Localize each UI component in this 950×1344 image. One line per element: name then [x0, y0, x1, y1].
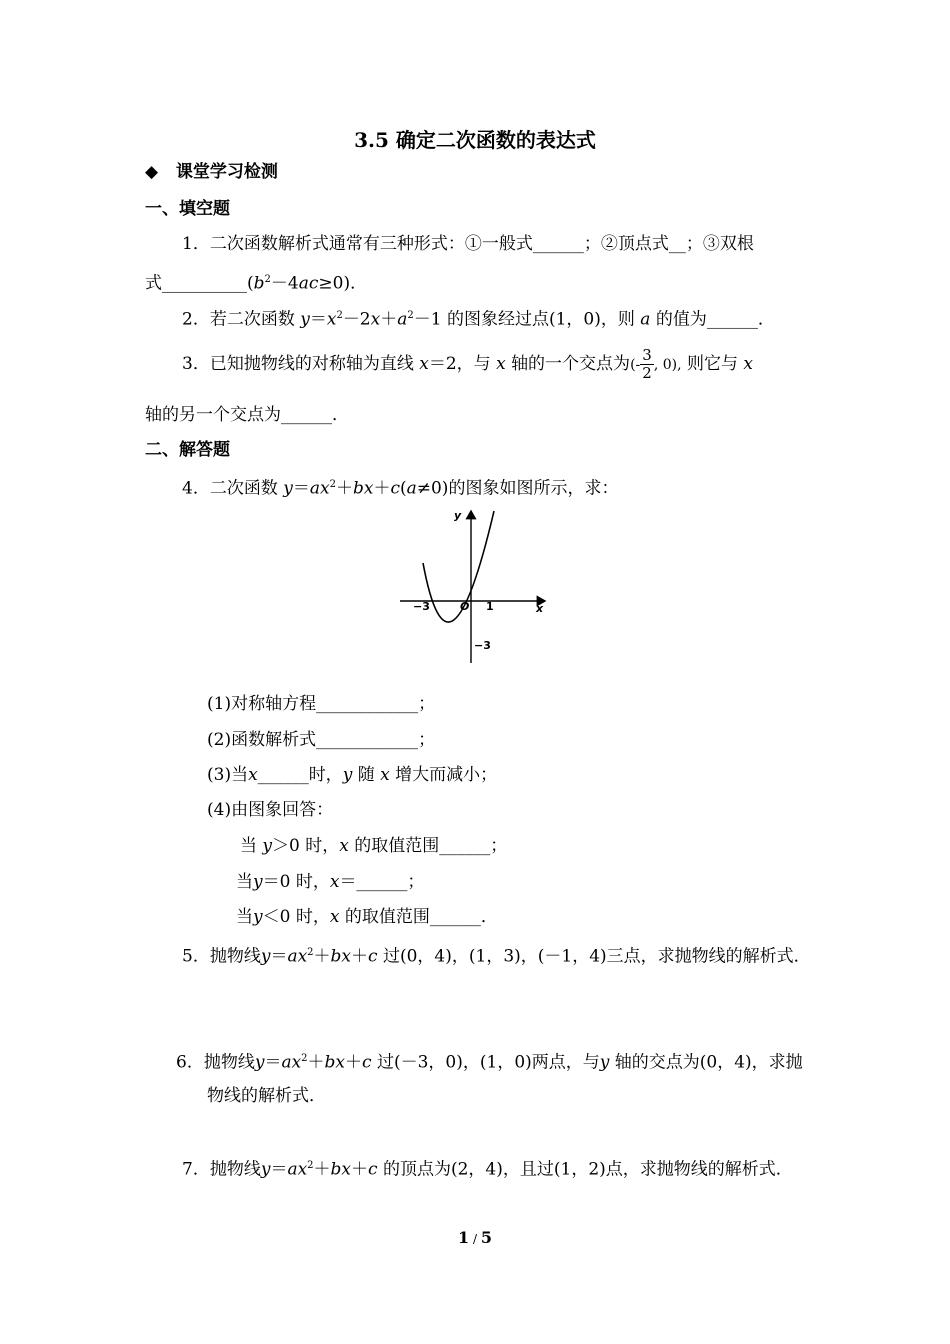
- question-6-line-1: 6．抛物线$y=ax^2+bx+c$ 过(－3，0)，(1，0)两点，与y 轴的交点为(0，4)，求抛: [176, 1052, 803, 1073]
- question-6-line-2: 物线的解析式．: [207, 1086, 326, 1106]
- question-2: 2．若二次函数 $y=x^2-2x+a^2-1$ 的图象经过点(1，0)，则 a 的值为______．: [182, 309, 775, 330]
- y-axis-label: y: [454, 509, 462, 522]
- page-title: 3.5 确定二次函数的表达式: [354, 128, 596, 152]
- question-4-case-zero: 当y＝0 时，x＝______；: [236, 872, 425, 892]
- question-1-line-1: 1．二次函数解析式通常有三种形式：①一般式______；②顶点式__；③双根: [182, 234, 754, 254]
- question-3-line-2: 轴的另一个交点为______．: [145, 405, 349, 425]
- current-page: 1: [458, 1228, 470, 1247]
- y-intercept-label: −3: [474, 639, 491, 652]
- x-intercept-left-label: −3: [413, 600, 430, 613]
- page-separator: /: [469, 1232, 481, 1246]
- fraction-three-halves: $\frac{3}{2}$: [642, 346, 652, 382]
- total-pages: 5: [480, 1228, 492, 1247]
- question-4-case-positive: 当 y＞0 时，x 的取值范围______；: [240, 836, 508, 856]
- diamond-bullet-icon: ◆: [145, 162, 159, 182]
- part-heading-answer: 二、解答题: [145, 440, 230, 460]
- part-heading-fill-blank: 一、填空题: [145, 199, 230, 219]
- question-7: 7．抛物线$y=ax^2+bx+c$ 的顶点为(2，4)，且过(1，2)点，求抛物线的解析式．: [182, 1159, 793, 1180]
- page-number: [0, 1228, 950, 1247]
- question-4-part-4: (4)由图象回答：: [207, 800, 334, 820]
- parabola-curve: [423, 511, 494, 622]
- question-4-part-1: (1)对称轴方程____________；: [207, 694, 436, 714]
- question-4: 4．二次函数 $y=ax^2+bx+c(a\ne 0)$的图象如图所示，求：: [182, 478, 619, 499]
- question-5: 5．抛物线$y=ax^2+bx+c$ 过(0，4)，(1，3)，(－1，4)三点，求抛物线的解析式．: [182, 946, 811, 967]
- parabola-graph: [395, 503, 555, 665]
- question-1-line-2: 式$\_\_\_\_\_\_\_\_\_\_(b^2-4ac\ge 0)$．: [145, 273, 368, 294]
- x-axis-label: x: [536, 602, 544, 615]
- section-heading: 课堂学习检测: [175, 162, 278, 182]
- x-intercept-right-label: 1: [486, 600, 494, 613]
- question-4-part-3: (3)当x______时，y 随 x 增大而减小；: [207, 765, 498, 785]
- question-4-case-negative: 当y＜0 时，x 的取值范围______．: [236, 907, 498, 927]
- question-4-part-2: (2)函数解析式____________；: [207, 730, 436, 750]
- question-3-line-1: 3．已知抛物线的对称轴为直线 x＝2，与 x 轴的一个交点为(- $\frac{3}{2}$ , 0), 则它与 x: [182, 346, 753, 382]
- origin-label: O: [460, 600, 470, 613]
- section-heading-row: [145, 160, 278, 184]
